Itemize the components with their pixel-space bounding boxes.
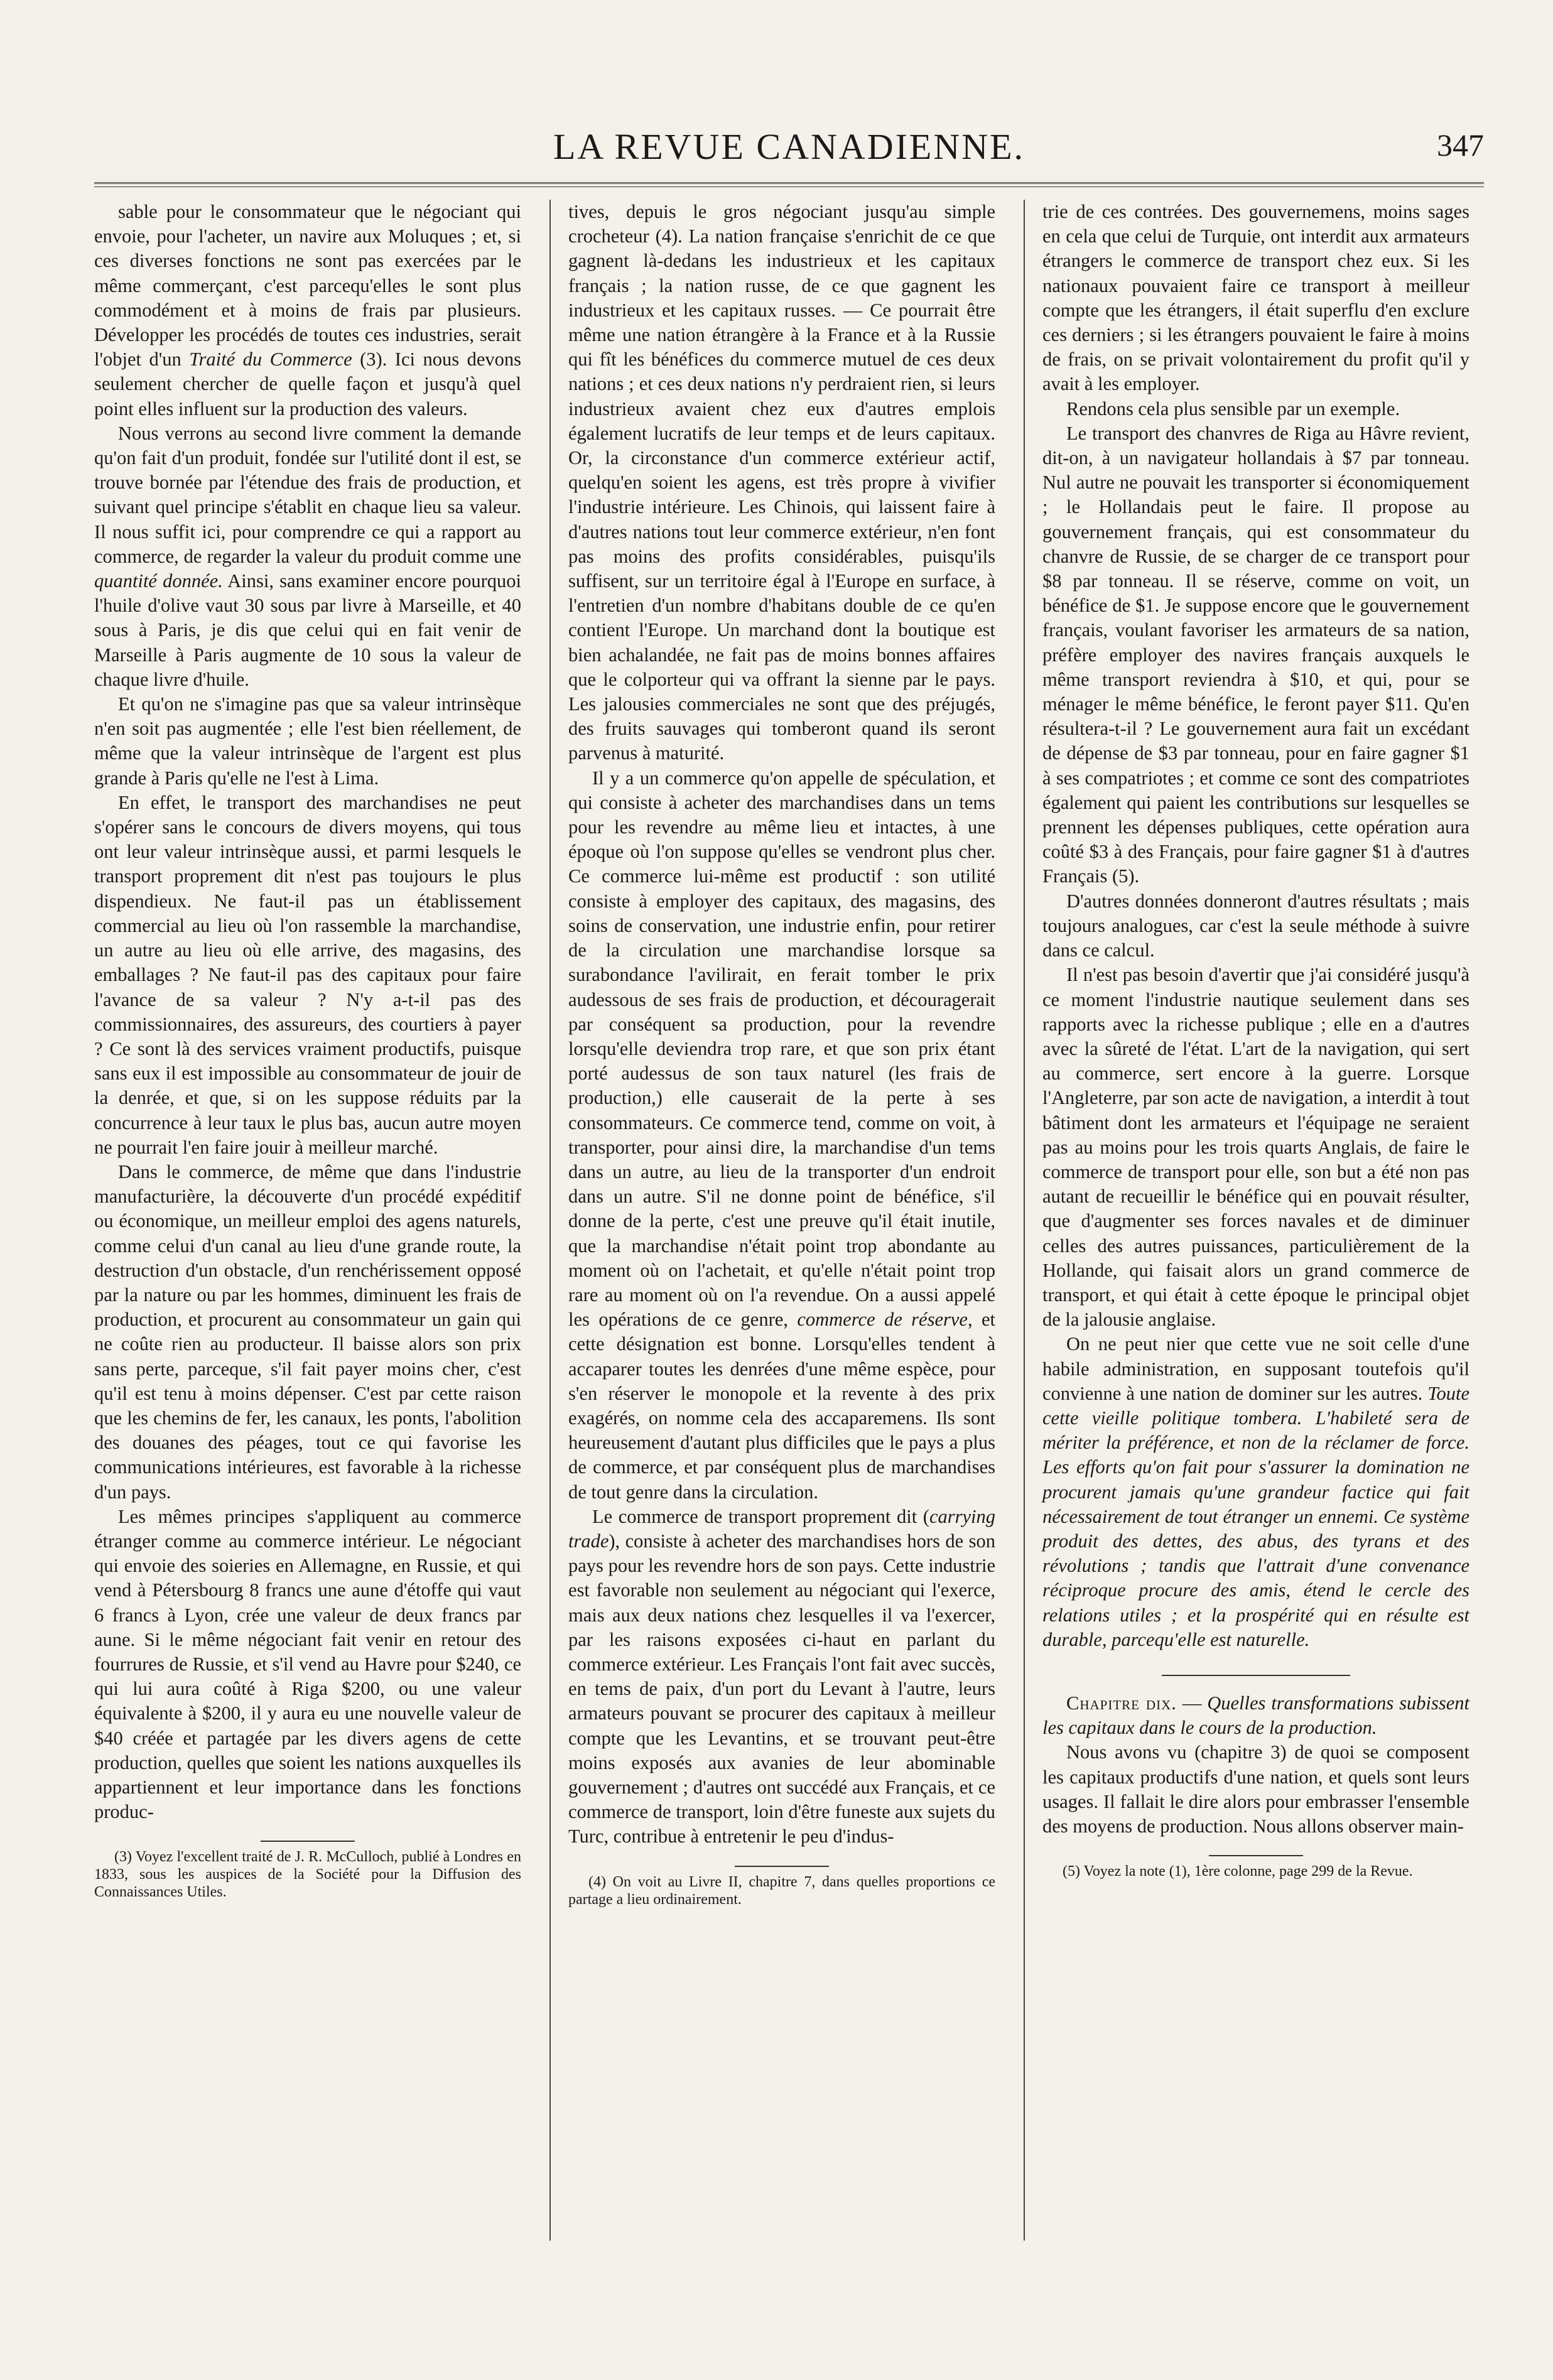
chapter-rule — [1162, 1675, 1350, 1676]
paragraph — [94, 1160, 521, 1505]
column-divider — [1024, 200, 1025, 2241]
text-column-1 — [94, 200, 521, 1901]
paragraph — [568, 766, 995, 1505]
paragraph — [1042, 1332, 1469, 1652]
paragraph-text: , et cette désignation est bonne. Lorsqu'elles tendent à accaparer toutes les denrées d'une même espèce, pour s'en réserver le monopole et la revente à des prix exagérés, on nomme cela des accaparemens. Ils sont heureusement d'autant plus difficiles que le pays a plus de commerce, et par conséquent plus de marchandises de tout genre dans la circulation. — [568, 1309, 996, 1503]
chapter-heading — [1042, 1691, 1469, 1740]
paragraph-text: Et qu'on ne s'imagine pas que sa valeur intrinsèque n'en soit pas augmentée ; elle l'est bien réellement, de même que la valeur intrinsèque de l'argent est plus grande à Paris qu'elle ne l'est à Lima. — [94, 693, 521, 789]
italic-phrase: carrying trade — [568, 1505, 995, 1552]
paragraph-text: Le transport des chanvres de Riga au Hâvre revient, dit-on, à un navigateur hollandais à $7 par tonneau. Nul autre ne pouvait les transporter si économiquement ; le Hollandais peut le faire. Il propose au gouvernement français, qui est consommateur du chanvre de Russie, de se charger de ce transport pour $8 par tonneau. Il se réserve, comme on voit, un bénéfice de $1. Je suppose encore que le gouvernement français, voulant favoriser les armateurs de sa nation, préfère employer des navires français auxquels le même transport reviendra à $10, et qui, pour se ménager le même bénéfice, le feront payer $11. Qu'en résultera-t-il ? Le gouvernement aura fait un excédant de dépense de $3 par tonneau, pour en faire gagner $1 à ses compatriotes ; et comme ce sont des compatriotes également qui paient les contributions sur lesquelles se prennent les dépenses publiques, cette opération aura coûté $3 à des Français, pour faire gagner $1 à d'autres Français (5). — [1042, 422, 1469, 887]
paragraph — [94, 791, 521, 1160]
footnote: (4) On voit au Livre II, chapitre 7, dans quelles proportions ce partage a lieu ordinairement. — [568, 1873, 995, 1908]
paragraph-text: ), consiste à acheter des marchandises hors de son pays pour les revendre hors de son pays. Cette industrie est favorable non seulement au négociant qui l'exerce, mais aux deux nations chez lesquelles il va l'exercer, par les raisons exposées ci-haut en parlant du commerce extérieur. Les Français l'ont fait avec succès, en tems de paix, d'un port du Levant à l'autre, leurs armateurs pouvant se procurer des capitaux à meilleur compte que les Levantins, et se trouvant peut-être moins exposés aux avanies de leur abominable gouvernement ; d'autres ont succédé aux Français, et ce commerce de transport, loin d'être funeste aux sujets du Turc, contribue à entretenir le peu d'indus- — [568, 1530, 995, 1847]
running-title: LA REVUE CANADIENNE. — [553, 126, 1025, 167]
italic-phrase: Toute cette vieille politique tombera. L'habileté sera de mériter la préférence, et non de la réclamer de force. Les efforts qu'on fait pour s'assurer la domination ne procurent jamais qu'une grandeur factice qui fait nécessairement de tout étranger un ennemi. Ce système produit des dettes, des abus, des tyrans et des révolutions ; tandis que l'attrait d'une convenance réciproque procure des amis, étend le cercle des relations utiles ; et la prospérité qui en résulte est durable, parcequ'elle est naturelle. — [1042, 1382, 1469, 1650]
paragraph — [1042, 963, 1469, 1332]
paragraph-text: Il n'est pas besoin d'avertir que j'ai considéré jusqu'à ce moment l'industrie nautique seulement dans ses rapports avec la richesse publique ; elle en a d'autres avec la sûreté de l'état. L'art de la navigation, qui sert au commerce, sert encore à la guerre. Lorsque l'Angleterre, par son acte de navigation, a interdit à tout bâtiment dont les armateurs et l'équipage ne seraient pas au moins pour les trois quarts Anglais, de faire le commerce de transport pour elle, son but a été non pas autant de recueillir le bénéfice qui en pouvait résulter, que d'augmenter ses forces navales et de diminuer celles des autres puissances, particulièrement de la Hollande, qui faisait alors un grand commerce de transport, et qui était à cette époque le principal objet de la jalousie anglaise. — [1042, 964, 1469, 1331]
paragraph-text: Le commerce de transport proprement dit ( — [592, 1505, 929, 1527]
footnote: (3) Voyez l'excellent traité de J. R. McCulloch, publié à Londres en 1833, sous les auspices de la Société pour la Diffusion des Connaissances Utiles. — [94, 1849, 521, 1901]
paragraph-text: Dans le commerce, de même que dans l'industrie manufacturière, la découverte d'un procédé expéditif ou économique, un meilleur emploi des agens naturels, comme celui d'un canal au lieu d'une grande route, la destruction d'un obstacle, d'un renchérissement opposé par la nature ou par les hommes, diminuent les frais de production, et procurent au consommateur un gain qui ne coûte rien au producteur. Il baisse alors son prix sans perte, parceque, s'il fait payer moins cher, c'est qu'il est tenu à moins dépenser. C'est par cette raison que les chemins de fer, les canaux, les ponts, l'abolition des douanes des péages, tout ce qui favorise les communications intérieures, est favorable à la richesse d'un pays. — [94, 1160, 521, 1503]
paragraph — [1042, 200, 1469, 397]
paragraph — [1042, 889, 1469, 963]
footnote-rule — [261, 1841, 355, 1842]
paragraph — [94, 200, 521, 421]
paragraph-text: Rendons cela plus sensible par un exemple. — [1066, 398, 1400, 419]
paragraph — [1042, 421, 1469, 889]
footnote-rule — [735, 1866, 829, 1867]
paragraph — [94, 1505, 521, 1825]
paragraph-text: sable pour le consommateur que le négociant qui envoie, pour l'acheter, un navire aux Moluques ; et, si ces diverses fonctions ne sont pas exercées par le même commerçant, c'est parcequ'elles le sont plus commodément et à moins de frais par plusieurs. Développer les procédés de toutes ces industries, serait l'objet d'un — [94, 201, 521, 371]
chapter-title: Quelles transformations subissent les capitaux dans le cours de la production. — [1042, 1692, 1469, 1739]
paragraph-text: Il y a un commerce qu'on appelle de spéculation, et qui consiste à acheter des marchandises dans un tems pour les revendre au même lieu et intactes, à une époque où l'on suppose qu'elles se vendront plus cher. Ce commerce lui-même est productif : son utilité consiste à employer des capitaux, des magasins, des soins de conservation, une industrie enfin, pour retirer de la circulation une marchandise lorsque sa surabondance l'avilirait, en ferait tomber le prix audessous de ses frais de production, et découragerait par conséquent sa production, pour la revendre lorsqu'elle deviendra trop rare, et que son prix étant porté audessus de son taux naturel (les frais de production,) elle causerait de la perte à ses consommateurs. Ce commerce tend, comme on voit, à transporter, pour ainsi dire, la marchandise d'un tems dans un autre, au lieu de la transporter d'un endroit dans un autre. S'il ne donne point de bénéfice, s'il donne de la perte, c'est une preuve qu'il était inutile, que la marchandise n'était point trop abondante au moment où on l'achetait, et qu'elle n'était point trop rare au moment où on l'a revendue. On a aussi appelé les opérations de ce genre, — [568, 767, 995, 1331]
paragraph: Nous avons vu (chapitre 3) de quoi se composent les capitaux productifs d'une nation, et quels sont leurs usages. Il fallait le dire alors pour embrasser l'ensemble des moyens de production. Nous allons observer main- — [1042, 1741, 1469, 1837]
paragraph — [1042, 397, 1469, 421]
paragraph — [94, 421, 521, 692]
page-number: 347 — [1437, 127, 1484, 163]
paragraph-text: Nous verrons au second livre comment la demande qu'on fait d'un produit, fondée sur l'utilité dont il est, se trouve bornée par l'étendue des frais de production, et suivant quel principe s'établit en chaque lieu sa valeur. Il nous suffit ici, pour comprendre ce qui a rapport au commerce, de regarder la valeur du produit comme une — [94, 422, 521, 567]
paragraph — [568, 1505, 995, 1849]
paragraph-text: En effet, le transport des marchandises ne peut s'opérer sans le concours de divers moyens, qui tous ont leur valeur intrinsèque aussi, et parmi lesquels le transport proprement dit n'est pas toujours le plus dispendieux. Ne faut-il pas un établissement commercial au lieu où l'on rassemble la marchandise, un autre au lieu où elle arrive, des magasins, des emballages ? Ne faut-il pas des capitaux pour faire l'avance de sa valeur ? N'y a-t-il pas des commissionnaires, des assureurs, des courtiers à payer ? Ce sont là des services vraiment productifs, puisque sans eux il est impossible au consommateur de jouir de la denrée, et que, si on les suppose réduits par la concurrence à leur taux le plus bas, aucun autre moyen ne pourrait l'en faire jouir à meilleur marché. — [94, 791, 521, 1158]
paragraph — [94, 692, 521, 791]
text-column-3 — [1042, 200, 1469, 1880]
footnote: (5) Voyez la note (1), 1ère colonne, page 299 de la Revue. — [1063, 1863, 1413, 1880]
chapter-dash: — — [1176, 1692, 1208, 1714]
page-header — [94, 126, 1484, 170]
italic-phrase: commerce de réserve — [797, 1309, 968, 1331]
italic-phrase: Traité du Commerce — [189, 349, 352, 371]
footnote-rule — [1209, 1855, 1303, 1856]
paragraph-text: On ne peut nier que cette vue ne soit celle d'une habile administration, en supposant toutefois qu'il convienne à une nation de dominer sur les autres. — [1042, 1333, 1469, 1404]
paragraph-text: D'autres données donneront d'autres résultats ; mais toujours analogues, car c'est la seule méthode à suivre dans ce calcul. — [1042, 890, 1469, 961]
header-rule — [94, 182, 1484, 187]
paragraph-text: Ainsi, sans examiner encore pourquoi l'huile d'olive vaut 30 sous par livre à Marseille, et 40 sous à Paris, je dis que celui qui en fait venir de Marseille à Paris augmente de 10 sous la valeur de chaque livre d'huile. — [94, 570, 521, 690]
text-column-2 — [568, 200, 995, 1908]
column-divider — [549, 200, 551, 2241]
paragraph-text: tives, depuis le gros négociant jusqu'au simple crocheteur (4). La nation française s'enrichit de ce que gagnent là-dedans les industrieux et les capitaux français ; la nation russe, de ce que gagnent les industrieux et les capitaux russes. — Ce pourrait être même une nation étrangère à la France et à la Russie qui fît les bénéfices du commerce mutuel de ces deux nations ; et ces deux nations n'y perdraient rien, si leurs industrieux avaient chez eux d'autres emplois également lucratifs de leur temps et de leurs capitaux. Or, la circonstance d'un commerce extérieur actif, quelqu'en soient les agens, est très propre à vivifier l'industrie intérieure. Les Chinois, qui laissent faire à d'autres nations tout leur commerce extérieur, n'en font pas moins des profits considérables, puisqu'ils suffisent, sur un territoire égal à l'Europe en surface, à l'entretien d'un nombre d'habitans double de ce qu'en contient l'Europe. Un marchand dont la boutique est bien achalandée, ne fait pas de moins bonnes affaires que le colporteur qui va offrant la sienne par le pays. Les jalousies commerciales ne sont que des préjugés, des fruits sauvages qui tomberont quand ils seront parvenus à maturité. — [568, 201, 995, 764]
paragraph-text: Les mêmes principes s'appliquent au commerce étranger comme au commerce intérieur. Le négociant qui envoie des soieries en Allemagne, en Russie, et qui vend à Pétersbourg 8 francs une aune d'étoffe qui vaut 6 francs à Lyon, crée une valeur de deux francs par aune. Si le même négociant fait venir en retour des fourrures de Russie, et s'il vend au Havre pour $240, ce qui lui aura coûté à Riga $200, ou une valeur équivalente à $200, il y aura eu une nouvelle valeur de $40 créée et partagée par les divers agens de cette production, quelles que soient les nations auxquelles ils appartiennent et leur importance dans les fonctions produc- — [94, 1505, 521, 1823]
paragraph-text: (3). Ici nous devons seulement chercher de quelle façon et jusqu'à quel point elles influent sur la production des valeurs. — [94, 349, 521, 419]
paragraph-text: trie de ces contrées. Des gouvernemens, moins sages en cela que celui de Turquie, ont interdit aux armateurs étrangers le commerce de transport chez eux. Si les nationaux pouvaient faire ce transport à meilleur compte que les étrangers, il était superflu d'en exclure ces derniers ; si les étrangers pouvaient le faire à moins de frais, on se privait volontairement du profit qu'il y avait à les employer. — [1042, 201, 1469, 395]
chapter-label: Chapitre dix. — [1066, 1692, 1177, 1714]
italic-phrase: quantité donnée. — [94, 570, 223, 592]
paragraph — [568, 200, 995, 766]
